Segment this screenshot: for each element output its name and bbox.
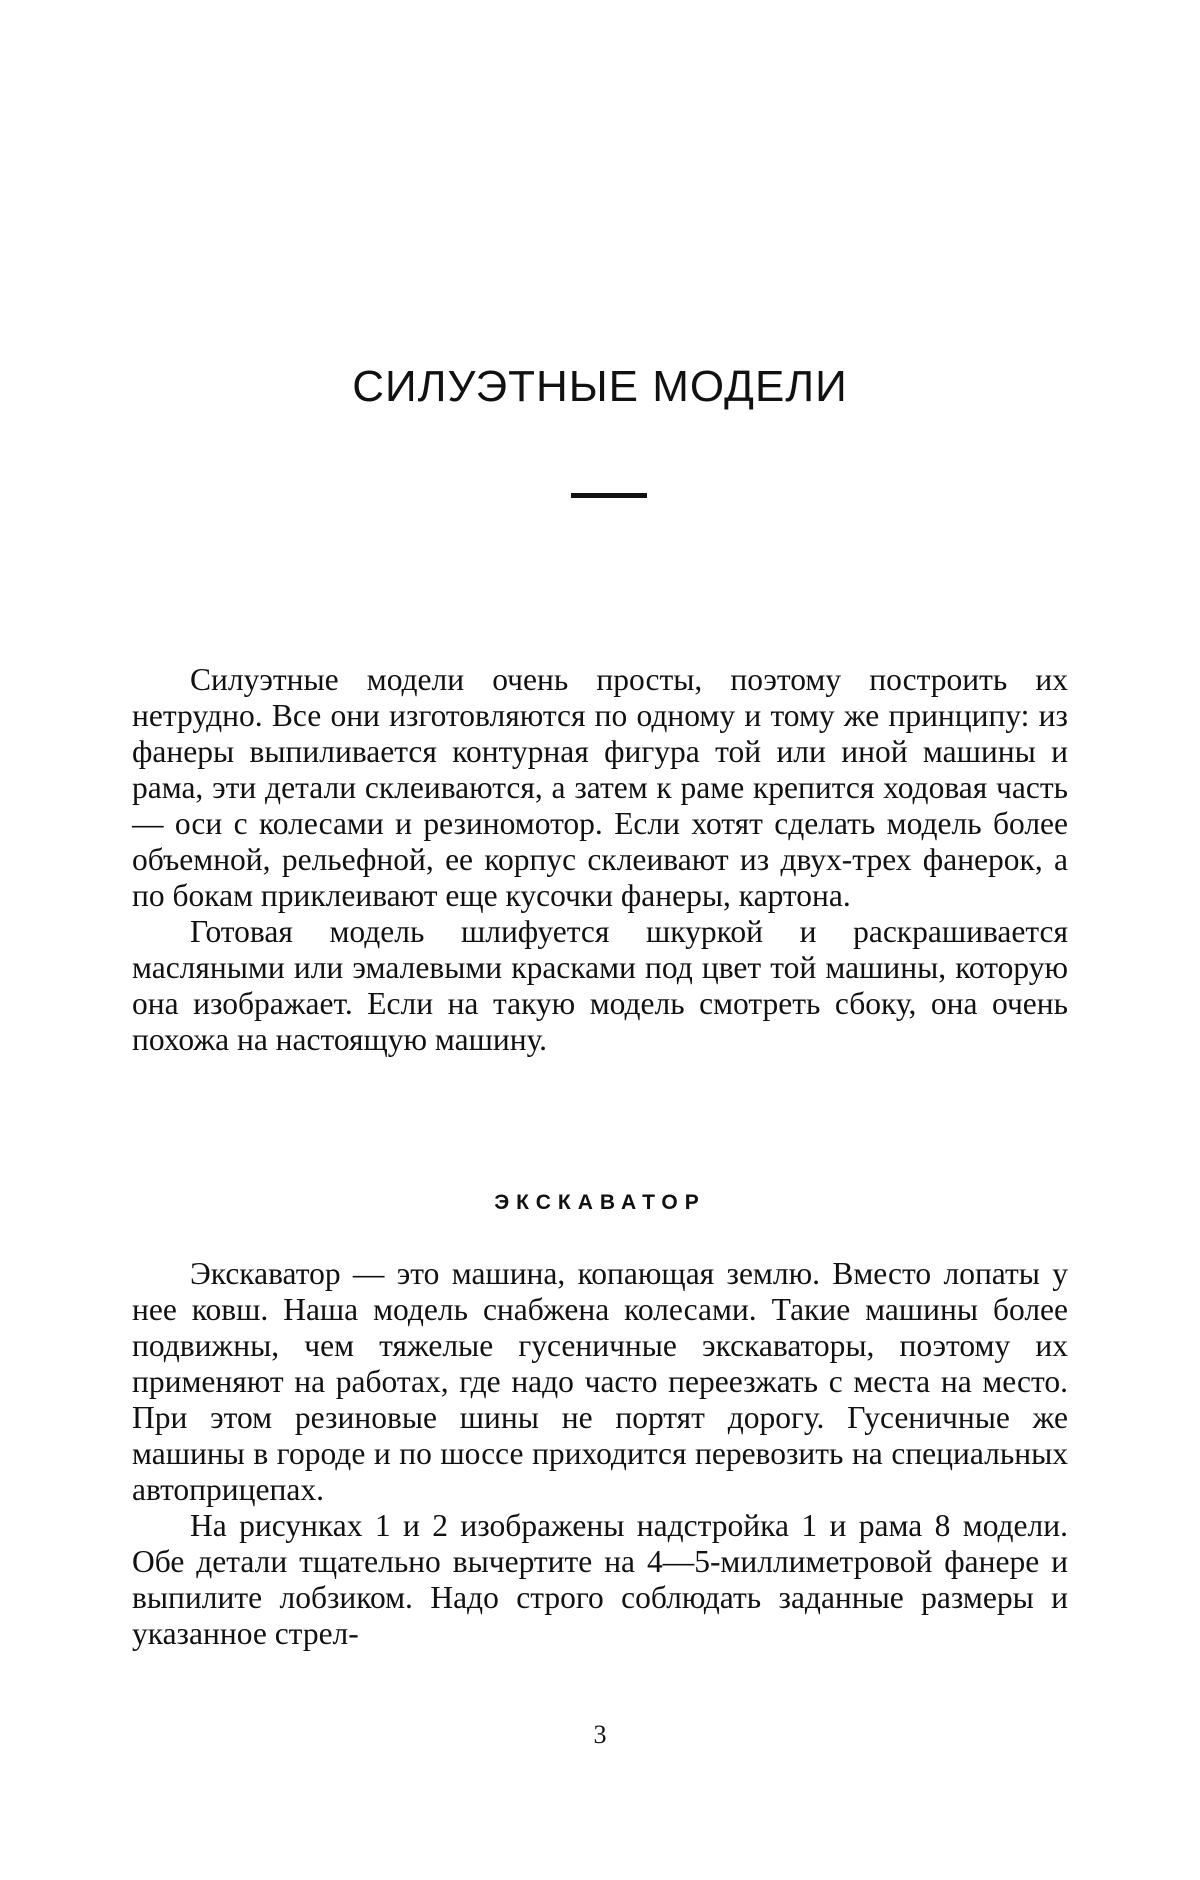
section-text (132, 1256, 1068, 1652)
intro-paragraph-1: Силуэтные модели очень просты, поэтому построить их нетрудно. Все они изготовляются по одному и тому же принципу: из фанеры выпиливается контурная фигура той или иной машины и рама, эти детали склеиваются, а затем к раме крепится ходовая часть — оси с колесами и резиномотор. Если хотят сделать модель более объемной, рельефной, ее корпус склеивают из двух-трех фанерок, а по бокам приклеивают еще кусочки фанеры, картона. (132, 662, 1068, 913)
intro-paragraph-2: Готовая модель шлифуется шкуркой и раскрашивается масляными или эмалевыми красками под цвет той машины, которую она изображает. Если на такую модель смотреть сбоку, она очень похожа на настоящую машину. (132, 914, 1068, 1057)
section-heading: ЭКСКАВАТОР (494, 1191, 706, 1214)
chapter-title: СИЛУЭТНЫЕ МОДЕЛИ (352, 362, 848, 411)
section-paragraph-1: Экскаватор — это машина, копающая землю. Вместо лопаты у нее ковш. Наша модель снабжена колесами. Такие машины более подвижны, чем тяжелые гусеничные экскаваторы, поэтому их применяют на работах, где надо часто переезжать с места на место. При этом резиновые шины не портят дорогу. Гусеничные же машины в городе и по шоссе приходится перевозить на специальных автоприцепах. (132, 1256, 1068, 1507)
page-number: 3 (593, 1720, 607, 1749)
title-divider (571, 493, 647, 498)
section-paragraph-2: На рисунках 1 и 2 изображены надстройка 1 и рама 8 модели. Обе детали тщательно вычертите на 4—5-миллиметровой фанере и выпилите лобзиком. Надо строго соблюдать заданные размеры и указанное стрел- (132, 1508, 1068, 1651)
intro-text (132, 662, 1068, 1058)
